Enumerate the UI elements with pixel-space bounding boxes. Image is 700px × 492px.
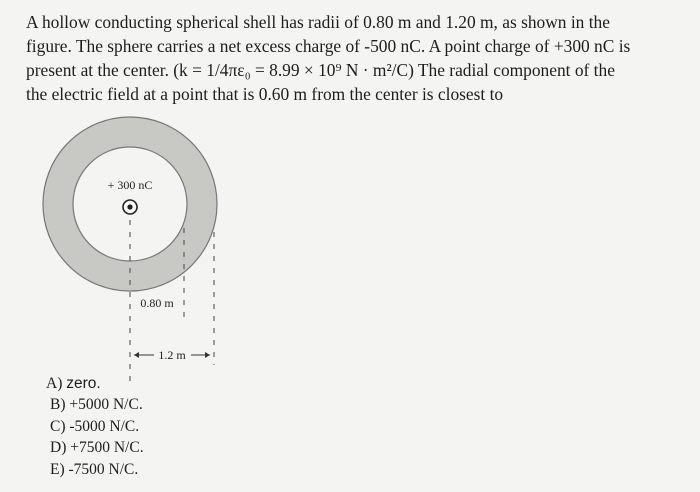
choice-a-text: zero.: [66, 375, 101, 392]
choice-c[interactable]: [50, 416, 144, 437]
choice-d-text: +7500 N/C.: [70, 439, 144, 457]
question-line-2: figure. The sphere carries a net excess charge of -500 nC. A point charge of +300 nC is: [26, 36, 631, 56]
choice-d-letter: D): [50, 439, 67, 457]
outer-radius-label: 1.2 m: [158, 348, 186, 362]
choice-a-letter: A): [46, 375, 63, 392]
question-line-3: present at the center. (k = 1/4πε₀ = 8.99 × 10⁹ N · m²/C) The radial component of the: [26, 60, 615, 80]
choice-e-letter: E): [50, 460, 65, 478]
question-line-4: the electric field at a point that is 0.60 m from the center is closest to: [26, 84, 504, 104]
choice-a[interactable]: [46, 373, 144, 394]
choice-b-text: +5000 N/C.: [69, 396, 143, 414]
outer-radius-arrowhead-left: [134, 352, 139, 358]
choice-d[interactable]: [50, 437, 144, 458]
choice-e-text: -7500 N/C.: [68, 460, 139, 478]
point-charge-dot: [127, 204, 132, 209]
choice-b[interactable]: [50, 394, 144, 415]
choice-e[interactable]: [50, 459, 144, 480]
charge-label: + 300 nC: [107, 178, 153, 192]
choice-c-text: -5000 N/C.: [69, 417, 140, 435]
choice-b-letter: B): [50, 396, 66, 414]
inner-radius-label: 0.80 m: [140, 296, 174, 310]
answer-choices: [46, 373, 144, 480]
choice-c-letter: C): [50, 417, 66, 435]
outer-radius-arrowhead-right: [205, 352, 210, 358]
question-line-1: A hollow conducting spherical shell has radii of 0.80 m and 1.20 m, as shown in the: [26, 12, 610, 32]
